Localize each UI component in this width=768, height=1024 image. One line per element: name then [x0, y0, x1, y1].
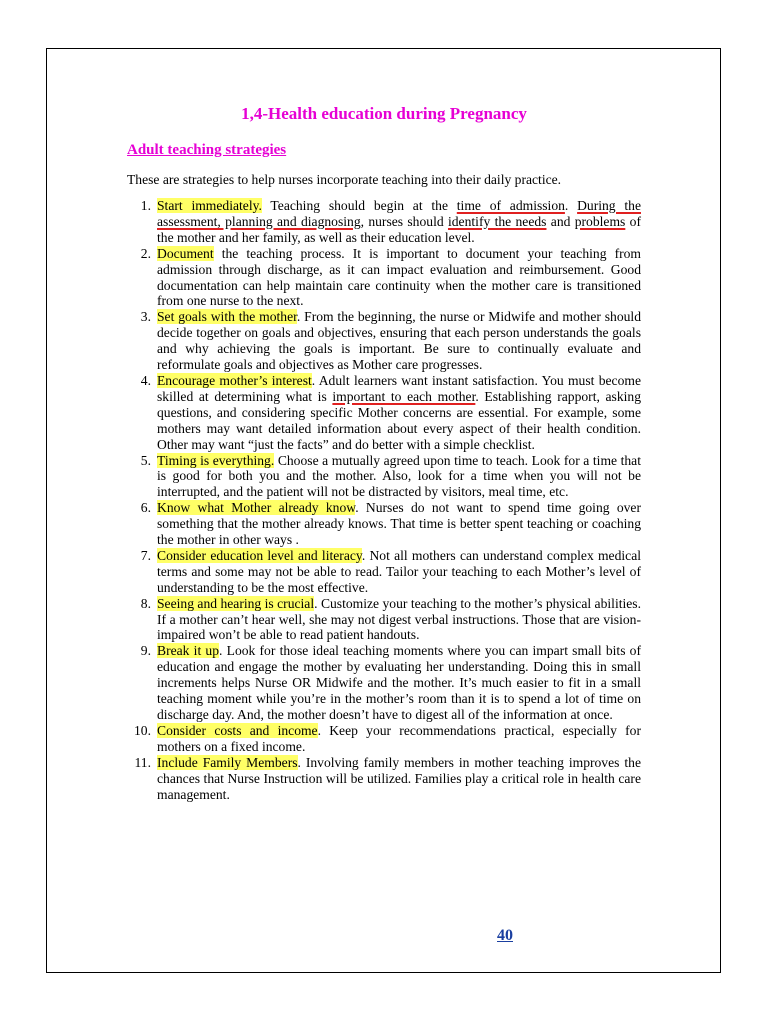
list-item: [127, 596, 641, 644]
item-number: 2.: [140, 245, 151, 261]
item-text: Choose a mutually agreed upon time to teach. Look for a time that is good for both you and the mother. Also, look for a time when you will not be interrupted, and the patient will not be distracted by visitors, meal time, etc.: [157, 452, 641, 500]
item-number: 4.: [140, 372, 151, 388]
highlighted-term: Consider education level and literacy: [157, 547, 362, 563]
item-number: 7.: [140, 547, 151, 563]
highlighted-term: Know what Mother already know: [157, 500, 356, 516]
highlighted-term: Include Family Members: [157, 754, 298, 770]
underlined-phrase: identify the needs: [447, 213, 547, 229]
list-item: [127, 548, 641, 596]
list-item: [127, 198, 641, 246]
highlighted-term: Seeing and hearing is crucial: [157, 595, 315, 611]
list-item: [127, 373, 641, 453]
item-text: and: [546, 213, 575, 229]
underlined-phrase: time of admission: [456, 198, 565, 213]
item-number: 8.: [140, 595, 151, 611]
item-text: . Involving family members in mother teaching improves the chances that Nurse Instruction will be utilized. Families play a critical role in health care management.: [157, 754, 641, 802]
item-text: Teaching should begin at the: [261, 198, 457, 213]
page-number: 40: [497, 927, 513, 944]
strategy-list: [127, 198, 641, 802]
item-text: . Nurses do not want to spend time going over something that the mother already knows. That time is better spent teaching or coaching the mother in other ways .: [157, 500, 641, 548]
item-text: the teaching process. It is important to document your teaching from admission through discharge, as it can impact evaluation and reimbursement. Good documentation can help maintain care continuity when the mother care is transitioned from one nurse to the next.: [157, 245, 641, 309]
highlighted-term: Timing is everything.: [157, 452, 275, 468]
item-text: . From the beginning, the nurse or Midwife and mother should decide together on goals and objectives, ensuring that each person understands the goals and why achieving the goals is important. Be sure to continually evaluate and reformulate goals and objectives as Mother care progresses.: [157, 309, 641, 373]
item-text: of the mother and her family, as well as their education level.: [157, 213, 641, 245]
list-item: [127, 246, 641, 310]
item-text: . Establishing rapport, asking questions, and considering specific Mother concerns are essential. For example, some mothers may want detailed information about every aspect of their health condition. Other may want “just the facts” and do better with a simple checklist.: [157, 388, 641, 452]
item-text: . Look for those ideal teaching moments where you can impart small bits of education and engage the mother by evaluating her understanding. Doing this in small increments helps Nurse OR Midwife and the mother. It’s much easier to fit in a small teaching moment while you’re in the mother’s room than it is to spend a lot of time on discharge day. And, the mother doesn’t have to digest all of the information at once.: [157, 643, 642, 722]
item-text: . Customize your teaching to the mother’s physical abilities. If a mother can’t hear well, she may not digest verbal instructions. Those that are vision-impaired won’t be able to read patient handouts.: [157, 595, 641, 643]
item-number: 1.: [140, 198, 151, 213]
highlighted-term: Encourage mother’s interest: [157, 372, 312, 388]
intro-paragraph: These are strategies to help nurses incorporate teaching into their daily practice.: [127, 172, 562, 187]
list-item: [127, 309, 641, 373]
list-item: [127, 500, 641, 548]
item-text: , nurses should: [360, 213, 448, 229]
underlined-phrase: problems: [574, 213, 626, 229]
item-text: . Not all mothers can understand complex medical terms and some may not be able to read. Tailor your teaching to each Mother’s level of understanding to be the most effective.: [157, 547, 642, 595]
highlighted-term: Consider costs and income: [157, 722, 318, 738]
item-text: . Keep your recommendations practical, especially for mothers on a fixed income.: [157, 722, 641, 754]
item-number: 11.: [134, 754, 151, 770]
item-number: 3.: [140, 309, 151, 325]
section-title: 1,4-Health education during Pregnancy: [241, 104, 527, 123]
underlined-phrase: important to each mother: [332, 388, 476, 404]
item-number: 9.: [140, 643, 151, 659]
list-item: [127, 453, 641, 501]
item-number: 5.: [140, 452, 151, 468]
section-subtitle: Adult teaching strategies: [127, 142, 287, 158]
list-item: [127, 723, 641, 755]
item-number: 6.: [140, 500, 151, 516]
item-text: .: [564, 198, 578, 213]
item-text: . Adult learners want instant satisfaction. You must become skilled at determining what is: [157, 372, 641, 404]
highlighted-term: Document: [157, 245, 214, 261]
item-number: 10.: [134, 722, 151, 738]
list-item: [127, 755, 641, 803]
underlined-phrase: During the assessment, planning and diagnosing: [157, 198, 641, 229]
highlighted-term: Set goals with the mother: [157, 309, 297, 325]
list-item: [127, 643, 641, 723]
highlighted-term: Start immediately.: [157, 198, 262, 213]
highlighted-term: Break it up: [157, 643, 220, 659]
